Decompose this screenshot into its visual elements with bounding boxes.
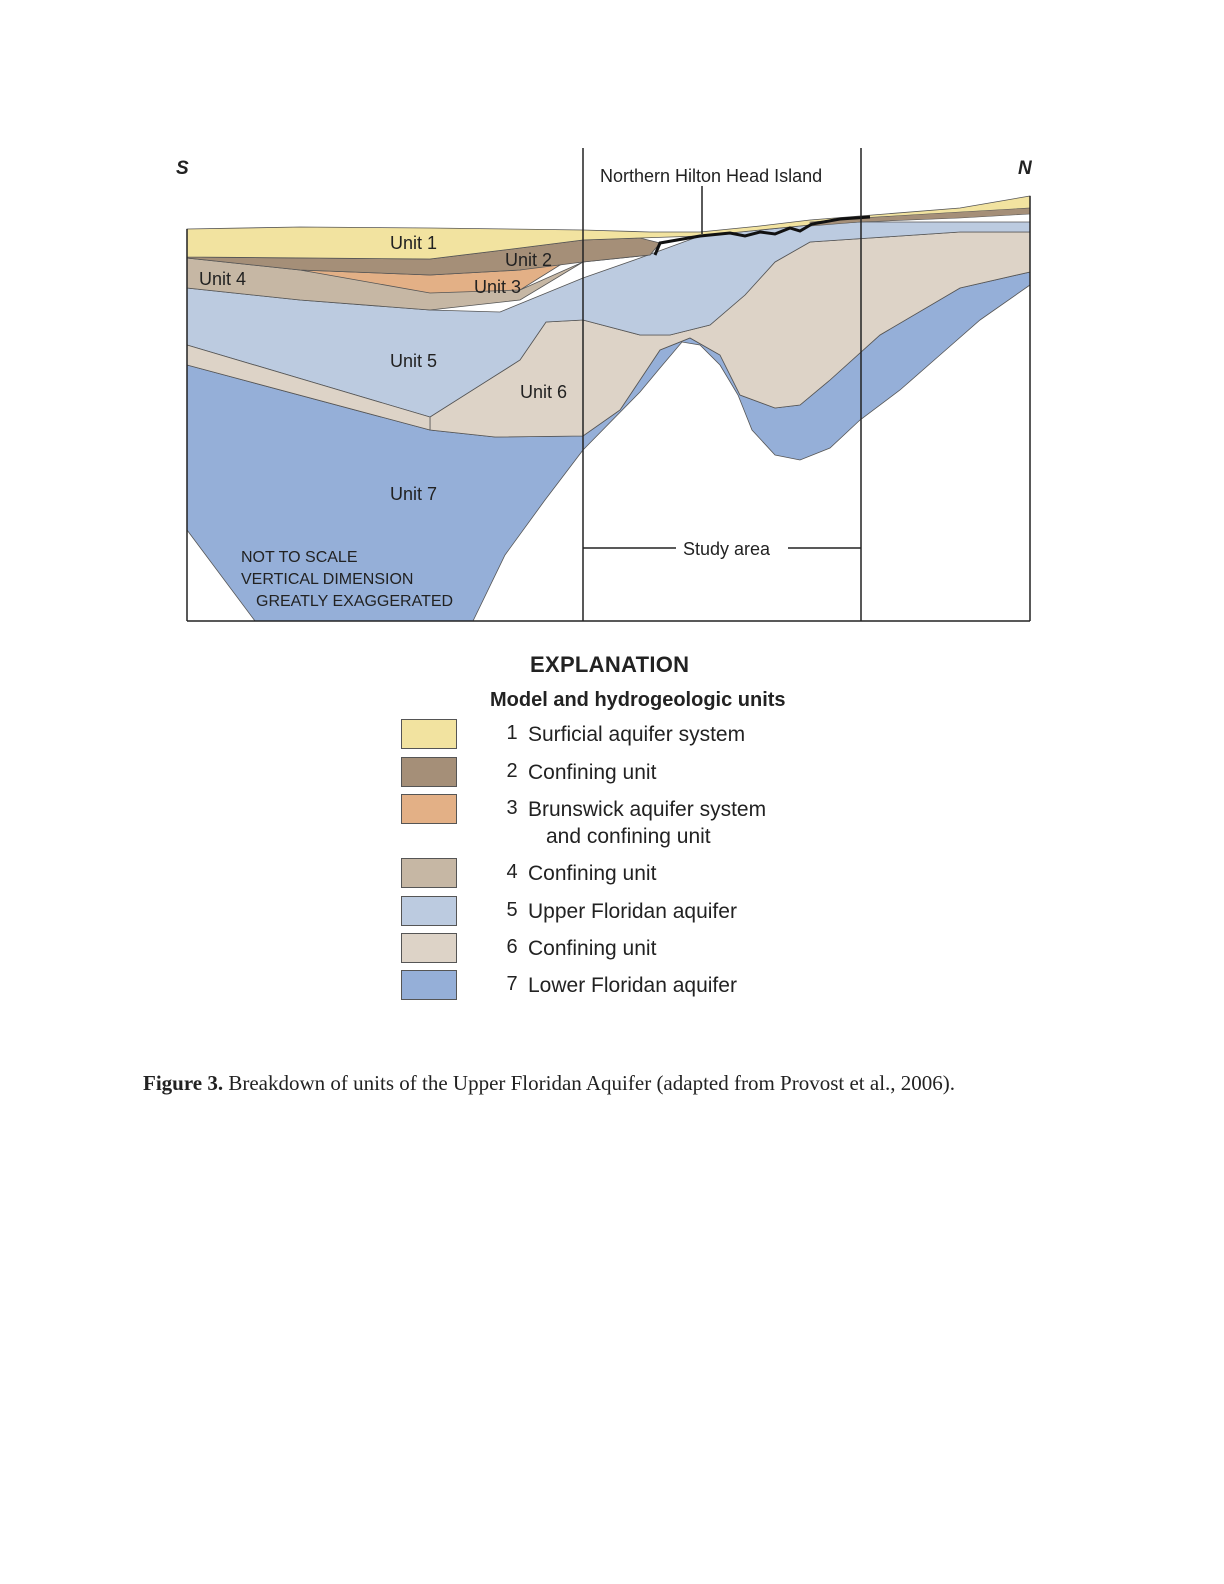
legend-swatch-4: [401, 858, 457, 888]
legend-number-4: 4: [506, 861, 518, 883]
unit-2-label: Unit 2: [505, 250, 553, 270]
unit-7-label: Unit 7: [390, 484, 438, 504]
unit-4-label: Unit 4: [199, 269, 247, 289]
figure-caption-label: Figure 3.: [143, 1071, 224, 1095]
legend-swatch-3: [401, 794, 457, 824]
legend-label-4: Confining unit: [528, 862, 657, 885]
scale-note-line-2: VERTICAL DIMENSION: [241, 571, 414, 588]
unit-3-label: Unit 3: [474, 277, 522, 297]
legend-swatch-5: [401, 896, 457, 926]
legend-number-6: 6: [506, 936, 518, 958]
explanation-title: EXPLANATION: [530, 652, 690, 677]
legend-number-1: 1: [506, 722, 518, 744]
unit-6-label: Unit 6: [520, 382, 568, 402]
legend-swatch-6: [401, 933, 457, 963]
legend-label-5: Upper Floridan aquifer: [528, 900, 737, 923]
legend-swatch-2: [401, 757, 457, 787]
legend-label-6: Confining unit: [528, 937, 657, 960]
legend-label-2: Confining unit: [528, 761, 657, 784]
legend-number-3: 3: [506, 797, 518, 819]
legend-swatch-7: [401, 970, 457, 1000]
unit-1-label: Unit 1: [390, 233, 438, 253]
legend-number-2: 2: [506, 760, 518, 782]
study-area-label: Study area: [683, 539, 771, 559]
direction-north: N: [1018, 158, 1032, 179]
explanation-subtitle: Model and hydrogeologic units: [490, 689, 786, 711]
legend-swatch-1: [401, 719, 457, 749]
direction-south: S: [176, 158, 189, 179]
unit-5-label: Unit 5: [390, 351, 438, 371]
legend-label-3: Brunswick aquifer system: [528, 798, 767, 821]
figure-caption-text: Breakdown of units of the Upper Floridan Aquifer (adapted from Provost et al., 2006).: [228, 1071, 956, 1095]
legend-label-7: Lower Floridan aquifer: [528, 974, 737, 997]
scale-note-line-3: GREATLY EXAGGERATED: [256, 593, 454, 610]
legend-number-5: 5: [506, 899, 518, 921]
legend-label-1: Surficial aquifer system: [528, 723, 746, 746]
cross-section-diagram: [0, 0, 1224, 640]
legend-label-3-line-2: and confining unit: [546, 825, 711, 848]
figure-caption: [143, 1071, 955, 1096]
scale-note-line-1: NOT TO SCALE: [241, 549, 358, 566]
legend-number-7: 7: [506, 973, 518, 995]
location-label: Northern Hilton Head Island: [600, 166, 823, 186]
